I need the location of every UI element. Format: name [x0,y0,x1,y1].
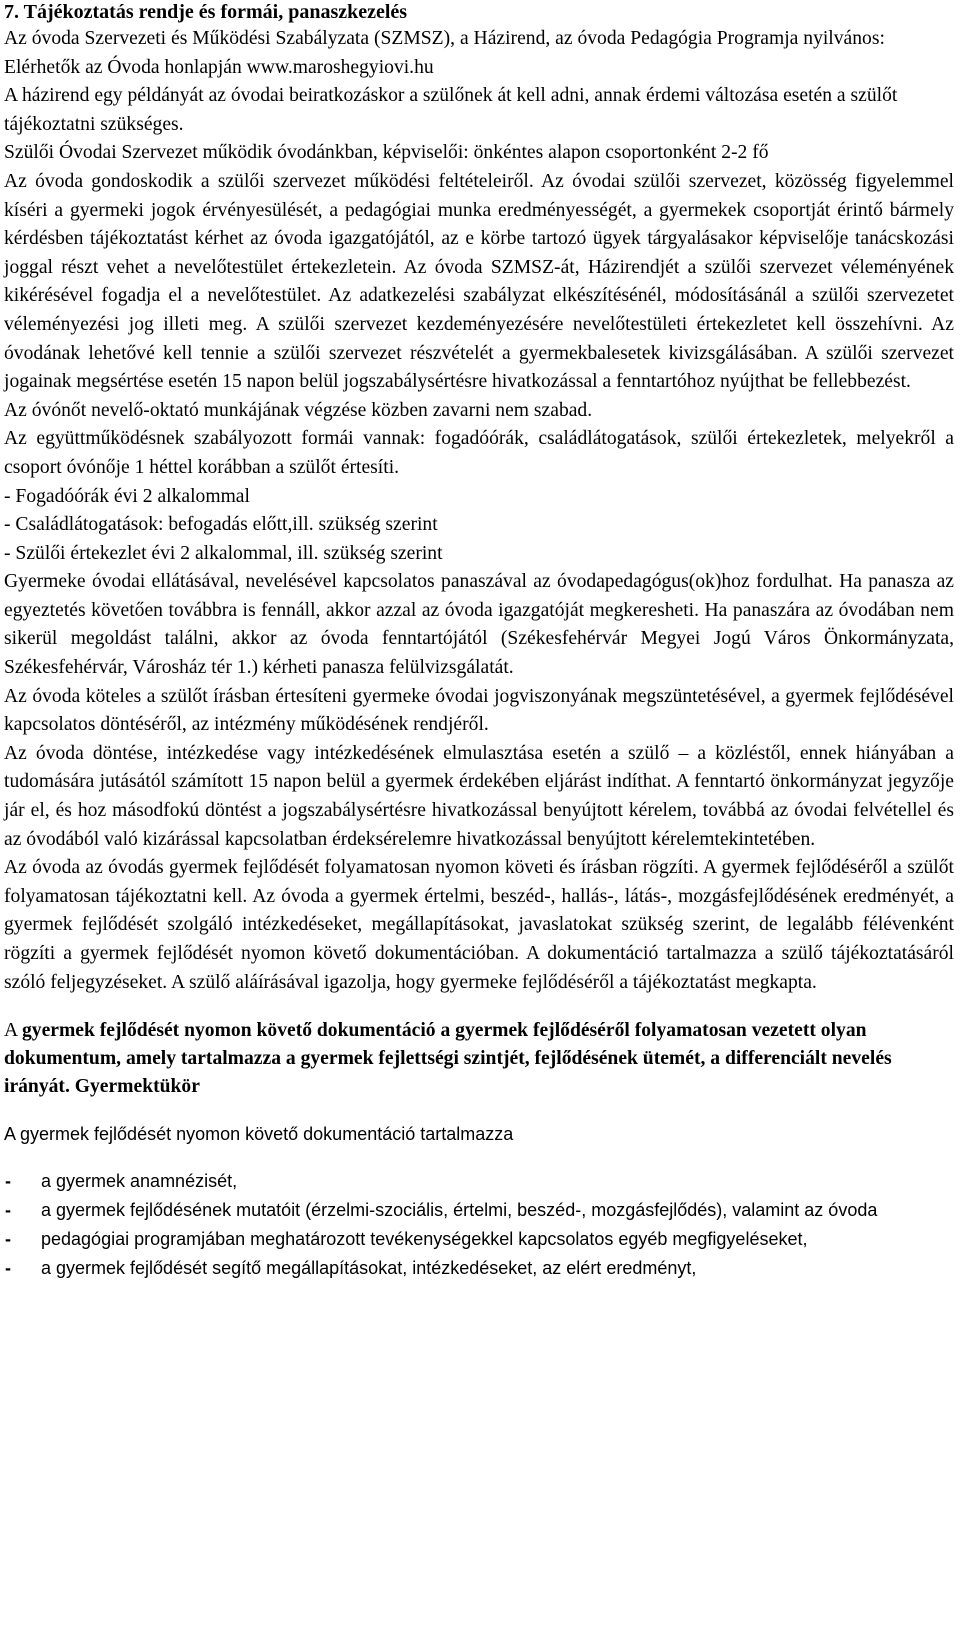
spacer [4,997,954,1017]
paragraph-parent-organization-rights: Az óvoda gondoskodik a szülői szervezet működési feltételeiről. Az óvodai szülői szervezet, közösség figyelemmel kíséri a gyermeki jogok érvényesülését, a pedagógiai munka eredményességét, a gyermekek csoportját érintő bármely kérdésben tájékoztatást kérhet az óvoda igazgatójától, az e körbe tartozó ügyek tárgyalásakor képviselője tanácskozási joggal részt vehet a nevelőtestület értekezletein. Az óvoda SZMSZ-át, Házirendjét a szülői szervezet véleményének kikérésével fogadja el a nevelőtestület. Az adatkezelési szabályzat elkészítésénél, módosításánál a szülői szervezetet véleményezési jog illeti meg. A szülői szervezet kezdeményezésére nevelőtestületi értekezletet kell összehívni. Az óvodának lehetővé kell tennie a szülői szervezet részvételét a gyermekbalesetek kivizsgálásában. A szülői szervezet jogainak megsértése esetén 15 napon belül jogszabálysértésre hivatkozással a fenntartóhoz nyújthat be fellebbezést. [4,170,954,393]
paragraph-cooperation-forms: Az együttműködésnek szabályozott formái vannak: fogadóórák, családlátogatások, szülői értekezletek, melyekről a csoport óvónője 1 héttel korábban a szülőt értesíti. [4,428,954,478]
list-item-text: pedagógiai programjában meghatározott tevékenységekkel kapcsolatos egyéb megfigyeléseket, [41,1229,808,1250]
documentation-contents-list [4,1167,954,1283]
list-item: - Családlátogatások: befogadás előtt,ill. szükség szerint [4,514,438,536]
list-item-text: a gyermek fejlődését segítő megállapításokat, intézkedéseket, az elért eredményt, [41,1258,697,1279]
paragraph-appeal: Az óvoda döntése, intézkedése vagy intézkedésének elmulasztása esetén a szülő – a közléstől, ennek hiányában a tudomására jutásától számított 15 napon belül a gyermek érdekében eljárást indíthat. A fenntartó önkormányzat jegyzője jár el, és hoz másodfokú döntést a jogszabálysértésre hivatkozással benyújtott kérelem, továbbá az óvodai felvétellel és az óvodából való kizárással kapcsolatban érdeksérelemre hivatkozással benyújtott kérelemtekintetében. [4,742,954,850]
list-item: - Szülői értekezlet évi 2 alkalommal, ill. szükség szerint [4,542,443,564]
definition-bold-text: gyermek fejlődését nyomon követő dokumentáció a gyermek fejlődéséről folyamatosan vezetett olyan dokumentum, amely tartalmazza a gyermek fejlettségi szintjét, fejlődésének ütemét, a differenciált nevelés irányát. Gyermektükör [4,1020,892,1098]
definition-paragraph [4,1017,954,1101]
list-item [4,1196,954,1225]
paragraph-house-rules: A házirend egy példányát az óvodai beiratkozáskor a szülőnek át kell adni, annak érdemi változása esetén a szülőt tájékoztatni szükséges. [4,85,898,135]
cooperation-forms-list [4,483,954,569]
documentation-intro: A gyermek fejlődését nyomon követő dokumentáció tartalmazza [4,1124,514,1145]
list-item: - Fogadóórák évi 2 alkalommal [4,485,250,507]
list-item-text: a gyermek anamnézisét, [41,1171,238,1192]
list-bullet: - [5,1229,11,1250]
paragraph-parent-organization: Szülői Óvodai Szervezet működik óvodánkban, képviselői: önkéntes alapon csoportonként 2-2 fő [4,142,769,164]
section-heading: 7. Tájékoztatás rendje és formái, panaszkezelés [4,1,408,23]
paragraph-written-notice: Az óvoda köteles a szülőt írásban értesíteni gyermeke óvodai jogviszonyának megszüntetésével, a gyermek fejlődésével kapcsolatos döntéséről, az intézmény működésének rendjéről. [4,685,954,736]
list-bullet: - [5,1200,11,1221]
list-bullet: - [5,1258,11,1279]
list-item [4,1225,954,1254]
list-bullet: - [5,1171,11,1192]
definition-lead: A [4,1020,22,1042]
list-item-text: a gyermek fejlődésének mutatóit (érzelmi-szociális, értelmi, beszéd-, mozgásfejlődés), valamint az óvoda [41,1200,878,1221]
paragraph-no-disturbance: Az óvónőt nevelő-oktató munkájának végzése közben zavarni nem szabad. [4,399,593,421]
paragraph-public-documents: Az óvoda Szervezeti és Működési Szabályzata (SZMSZ), a Házirend, az óvoda Pedagógia Programja nyilvános: Elérhetők az Óvoda honlapján www.maroshegyiovi.hu [4,28,885,78]
paragraph-development-tracking: Az óvoda az óvodás gyermek fejlődését folyamatosan nyomon követi és írásban rögzíti. A gyermek fejlődéséről a szülőt folyamatosan tájékoztatni kell. Az óvoda a gyermek értelmi, beszéd-, hallás-, látás-, mozgásfejlődésének eredményét, a gyermek fejlődését szolgáló intézkedéseket, megállapításokat, javaslatokat szükség szerint, de legalább félévenként rögzíti a gyermek fejlődését nyomon követő dokumentációban. A dokumentáció tartalmazza a szülő tájékoztatásáról szóló feljegyzéseket. A szülő aláírásával igazolja, hogy gyermeke fejlődéséről a tájékoztatást megkapta. [4,857,954,993]
list-item [4,1254,954,1283]
paragraph-complaints: Gyermeke óvodai ellátásával, nevelésével kapcsolatos panaszával az óvodapedagógus(ok)hoz fordulhat. Ha panasza az egyeztetés követően továbbra is fennáll, akkor azzal az óvoda igazgatóját megkeresheti. Ha panaszára az óvodában nem sikerül megoldást találni, akkor az óvoda fenntartójától (Székesfehérvár Megyei Jogú Város Önkormányzata, Székesfehérvár, Városház tér 1.) kérheti panasza felülvizsgálatát. [4,571,954,679]
list-item [4,1167,954,1196]
